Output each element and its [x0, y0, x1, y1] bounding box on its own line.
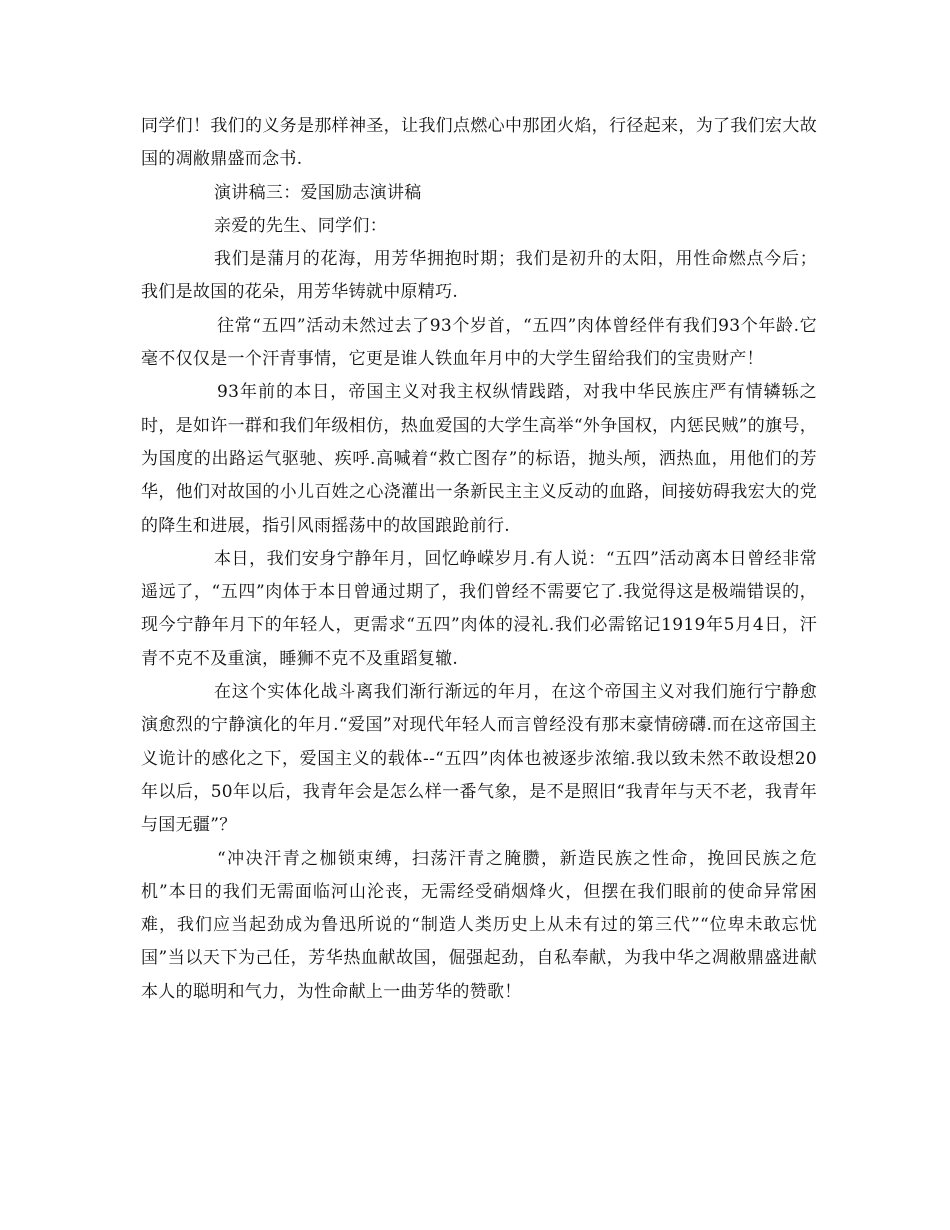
paragraph-salutation: 亲爱的先生、同学们：	[214, 215, 387, 236]
paragraph-speech-title: 演讲稿三：爱国励志演讲稿	[214, 182, 422, 203]
paragraph-intro: 我们是蒲月的花海，用芳华拥抱时期；我们是初升的太阳，用性命燃点今后；我们是故国的花朵，用芳华铸就中原精巧.	[141, 249, 817, 303]
paragraph-era: 在这个实体化战斗离我们渐行渐远的年月，在这个帝国主义对我们施行宁静愈演愈烈的宁静演化的年月.“爱国”对现代年轻人而言曾经没有那末豪情磅礴.而在这帝国主义诡计的感化之下，爱国主义的载体--“五四”肉体也被逐步浓缩.我以致未然不敢设想20年以后，50年以后，我青年会是怎么样一番气象，是不是照旧“我青年与天不老，我青年与国无疆”？	[141, 682, 817, 836]
paragraph-conclusion: “冲决汗青之枷锁束缚，扫荡汗青之腌臜，新造民族之性命，挽回民族之危机”本日的我们无需面临河山沦丧，无需经受硝烟烽火，但摆在我们眼前的使命异常困难，我们应当起劲成为鲁迅所说的“制造人类历史上从未有过的第三代”“位卑未敢忘忧国”当以天下为己任，芳华热血献故国，倔强起劲，自私奉献，为我中华之凋敝鼎盛进献本人的聪明和气力，为性命献上一曲芳华的赞歌！	[141, 848, 817, 1002]
document-body	[141, 110, 817, 1009]
paragraph-today: 本日，我们安身宁静年月，回忆峥嵘岁月.有人说：“五四”活动离本日曾经非常遥远了，“五四”肉体于本日曾通过期了，我们曾经不需要它了.我觉得这是极端错误的，现今宁静年月下的年轻人，更需求“五四”肉体的浸礼.我们必需铭记1919年5月4日，汗青不克不及重演，睡狮不克不及重蹈复辙.	[141, 548, 817, 669]
paragraph-history: 93年前的本日，帝国主义对我主权纵情践踏，对我中华民族庄严有情辚轹之时，是如许一群和我们年级相仿，热血爱国的大学生高举“外争国权，内惩民贼”的旗号，为国度的出路运气驱驰、疾呼.高喊着“救亡图存”的标语，抛头颅，洒热血，用他们的芳华，他们对故国的小儿百姓之心浇灌出一条新民主主义反动的血路，间接妨碍我宏大的党的降生和进展，指引风雨摇荡中的故国踉跄前行.	[141, 382, 817, 536]
paragraph-closing: 同学们！我们的义务是那样神圣，让我们点燃心中那团火焰，行径起来，为了我们宏大故国的凋敝鼎盛而念书.	[141, 116, 817, 170]
paragraph-may-fourth: 往常“五四”活动未然过去了93个岁首，“五四”肉体曾经伴有我们93个年龄.它毫不仅仅是一个汗青事情，它更是谁人铁血年月中的大学生留给我们的宝贵财产！	[141, 315, 817, 370]
